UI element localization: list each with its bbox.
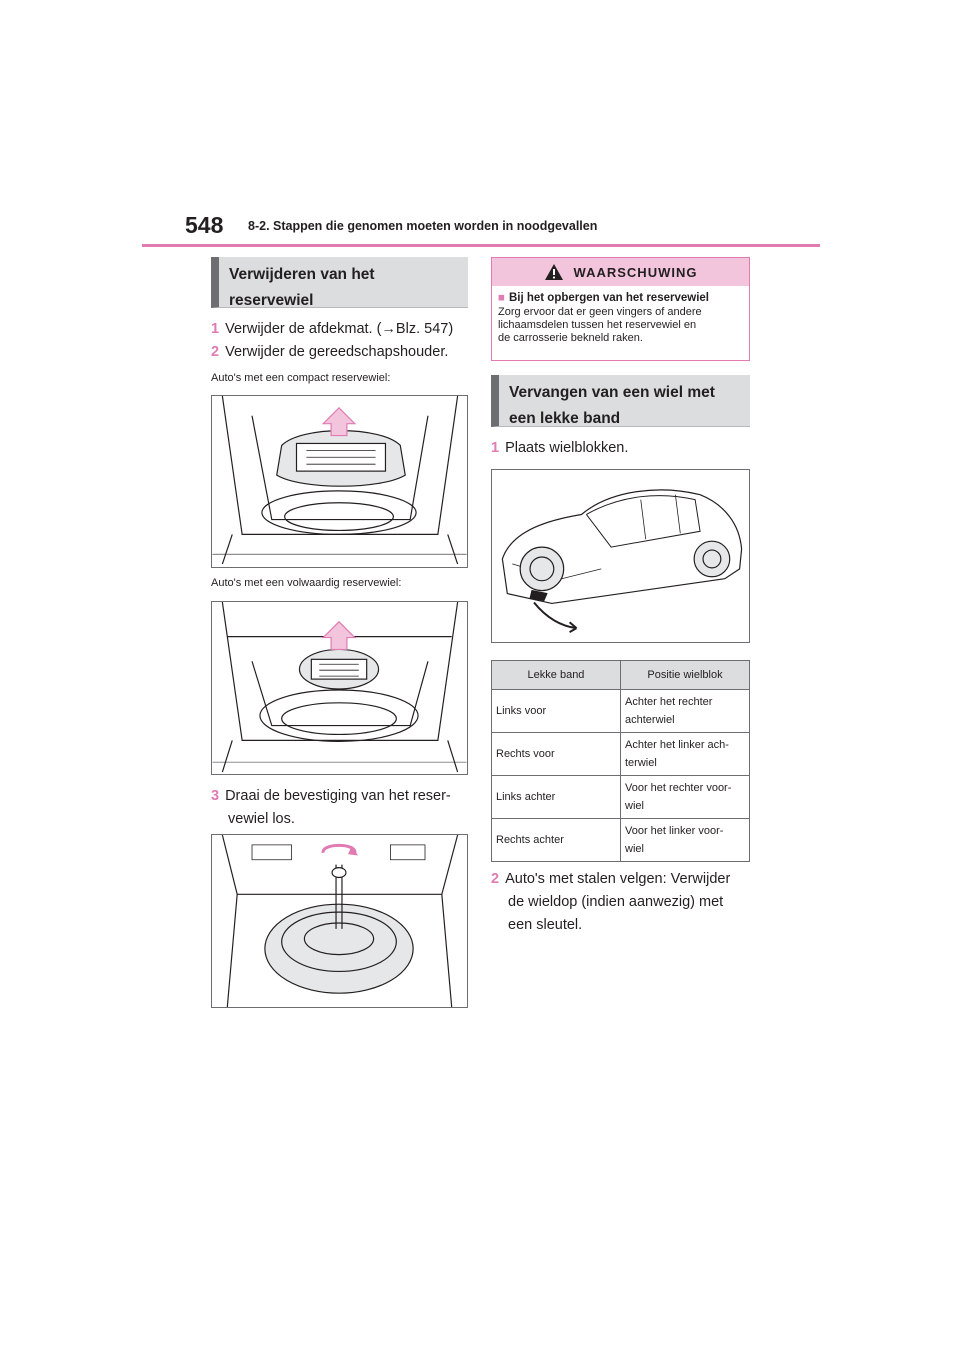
step-text: Draai de bevestiging van het reser- — [225, 788, 451, 804]
step-2-right-line: een sleutel. — [508, 917, 583, 933]
step-text: Plaats wielblokken. — [505, 440, 629, 456]
warning-header — [492, 258, 749, 286]
step-1-right — [491, 437, 628, 459]
heading-replace-wheel — [491, 375, 750, 427]
step-number: 2 — [211, 344, 220, 360]
caption-compact-spare: Auto's met een compact reservewiel: — [211, 372, 391, 384]
table-cell: Links achter — [492, 776, 621, 819]
figure-car-wheel-chock — [491, 469, 750, 643]
step-number: 3 — [211, 788, 220, 804]
table-cell — [621, 776, 750, 819]
figure-trunk-full-spare — [211, 601, 468, 775]
heading-line: een lekke band — [509, 410, 621, 427]
table-cell — [621, 733, 750, 776]
step-2 — [211, 341, 448, 363]
table-cell: Rechts voor — [492, 733, 621, 776]
heading-line: reservewiel — [229, 292, 314, 309]
step-3-continued: vewiel los. — [228, 811, 295, 827]
warning-triangle-icon — [544, 263, 564, 281]
step-text: Verwijder de gereedschapshouder. — [225, 344, 449, 360]
step-2-right-line: de wieldop (indien aanwezig) met — [508, 894, 724, 910]
heading-line: Vervangen van een wiel met — [509, 384, 715, 401]
cell-line: wiel — [625, 800, 644, 812]
cell-line: Achter het rechter — [625, 696, 713, 708]
cell-line: terwiel — [625, 757, 657, 769]
cell-line: achterwiel — [625, 714, 675, 726]
warning-line: Zorg ervoor dat er geen vingers of andere — [498, 306, 702, 318]
table-row — [492, 690, 750, 733]
table-cell: Rechts achter — [492, 819, 621, 862]
step-text: Verwijder de afdekmat. (→Blz. 547) — [225, 321, 454, 337]
step-2-right — [491, 868, 730, 890]
cell-line: Voor het rechter voor- — [625, 782, 732, 794]
table-row — [492, 776, 750, 819]
warning-body — [492, 306, 749, 345]
warning-title: WAARSCHUWING — [573, 264, 698, 280]
section-title: 8-2. Stappen die genomen moeten worden in noodgevallen — [248, 219, 598, 233]
table-row — [492, 819, 750, 862]
warning-box — [491, 257, 750, 361]
wheel-chock-table — [491, 660, 750, 862]
step-number: 1 — [491, 440, 500, 456]
step-number: 1 — [211, 321, 220, 337]
cell-line: Voor het linker voor- — [625, 825, 724, 837]
table-header: Positie wielblok — [621, 661, 750, 690]
warning-subtitle — [492, 286, 749, 306]
bullet-square-icon: ■ — [498, 292, 505, 304]
table-cell — [621, 819, 750, 862]
step-number: 2 — [491, 871, 500, 887]
figure-loosen-spare — [211, 834, 468, 1008]
table-header: Lekke band — [492, 661, 621, 690]
heading-remove-spare — [211, 257, 468, 308]
warning-line: de carrosserie bekneld raken. — [498, 332, 643, 344]
table-header-row — [492, 661, 750, 690]
warning-line: lichaamsdelen tussen het reservewiel en — [498, 319, 697, 331]
table-row — [492, 733, 750, 776]
step-1 — [211, 318, 453, 340]
cell-line: Achter het linker ach- — [625, 739, 729, 751]
warning-subtitle-text: Bij het opbergen van het reservewiel — [508, 292, 709, 304]
table-cell: Links voor — [492, 690, 621, 733]
step-text: Auto's met stalen velgen: Verwijder — [505, 871, 731, 887]
page-number: 548 — [185, 212, 224, 238]
step-3 — [211, 785, 451, 807]
header-rule — [142, 244, 820, 247]
figure-trunk-compact-spare — [211, 395, 468, 568]
cell-line: wiel — [625, 843, 644, 855]
heading-line: Verwijderen van het — [229, 266, 375, 283]
table-cell — [621, 690, 750, 733]
caption-full-spare: Auto's met een volwaardig reservewiel: — [211, 577, 402, 589]
